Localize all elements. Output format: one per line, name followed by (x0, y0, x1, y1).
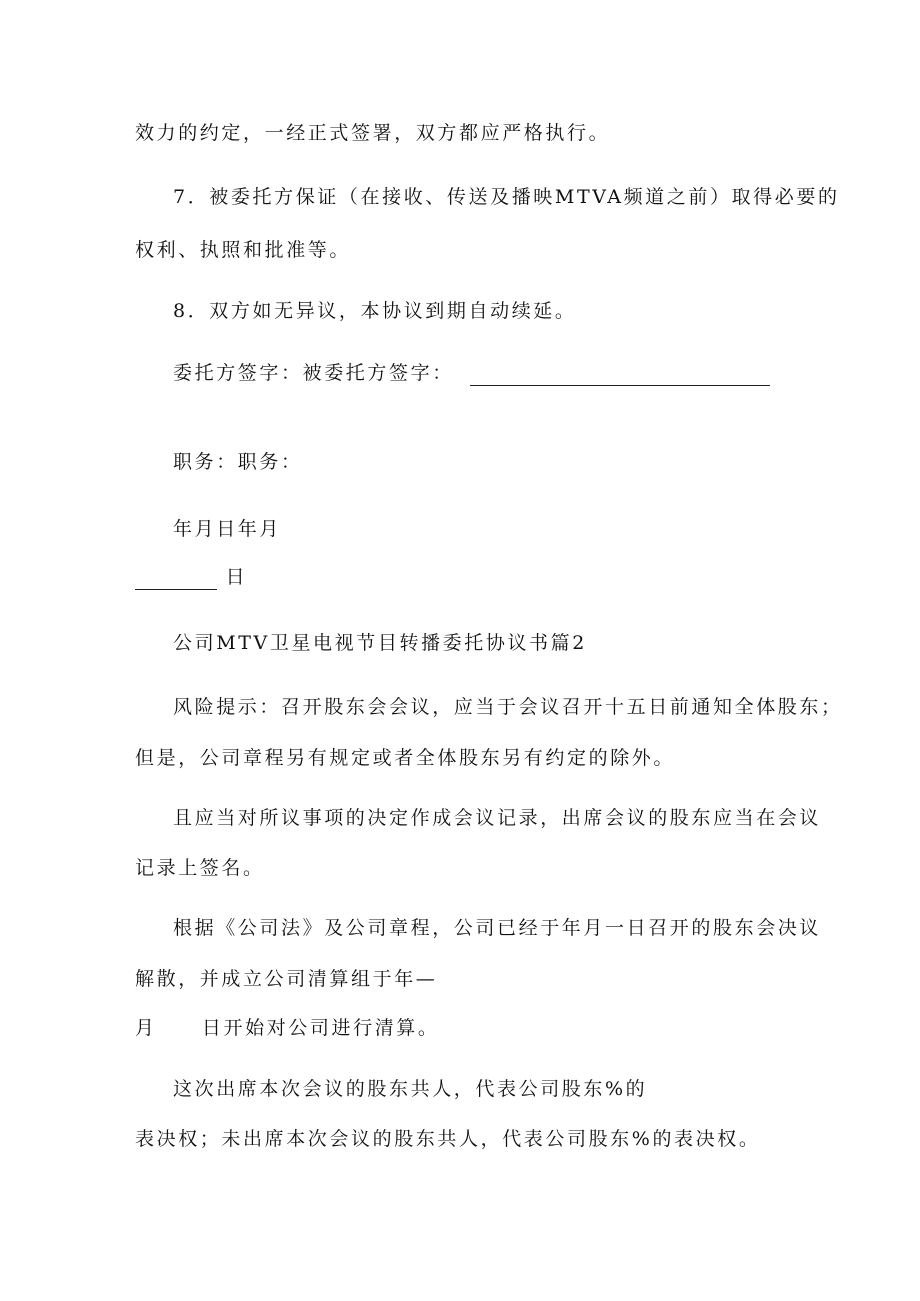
day-blank (135, 569, 217, 590)
paragraph-line: 记录上签名。 (135, 857, 265, 879)
date-day-row (135, 564, 247, 590)
paragraph-line: 权利、执照和批准等。 (135, 239, 352, 261)
paragraph-line: 表决权；未出席本次会议的股东共人，代表公司股东%的表决权。 (135, 1128, 761, 1150)
month-char: 月 (135, 1017, 157, 1039)
signature-blank (470, 365, 770, 386)
section-title: 公司MTV卫星电视节目转播委托协议书篇2 (173, 632, 587, 654)
signature-row (173, 360, 770, 386)
paragraph-line: 这次出席本次会议的股东共人，代表公司股东%的 (173, 1078, 648, 1100)
paragraph-line: 但是，公司章程另有规定或者全体股东另有约定的除外。 (135, 747, 676, 769)
signature-label: 委托方签字：被委托方签字： (173, 362, 454, 384)
paragraph-line: 根据《公司法》及公司章程，公司已经于年月一日召开的股东会决议 (173, 917, 822, 939)
paragraph-line: 且应当对所议事项的决定作成会议记录，出席会议的股东应当在会议 (173, 807, 822, 829)
liquidation-row (135, 1015, 440, 1041)
risk-notice-line: 风险提示：召开股东会会议，应当于会议召开十五日前通知全体股东； (173, 696, 843, 718)
clause-7-line: 7．被委托方保证（在接收、传送及播映MTVA频道之前）取得必要的 (173, 186, 840, 208)
liquidation-start-text: 日开始对公司进行清算。 (201, 1017, 440, 1039)
clause-8-line: 8．双方如无异议，本协议到期自动续延。 (173, 300, 577, 322)
date-line: 年月日年月 (173, 518, 282, 540)
day-char: 日 (225, 566, 248, 588)
paragraph-line: 效力的约定，一经正式签署，双方都应严格执行。 (135, 122, 611, 144)
position-line: 职务：职务： (173, 451, 303, 473)
paragraph-line: 解散，并成立公司清算组于年— (135, 968, 438, 990)
